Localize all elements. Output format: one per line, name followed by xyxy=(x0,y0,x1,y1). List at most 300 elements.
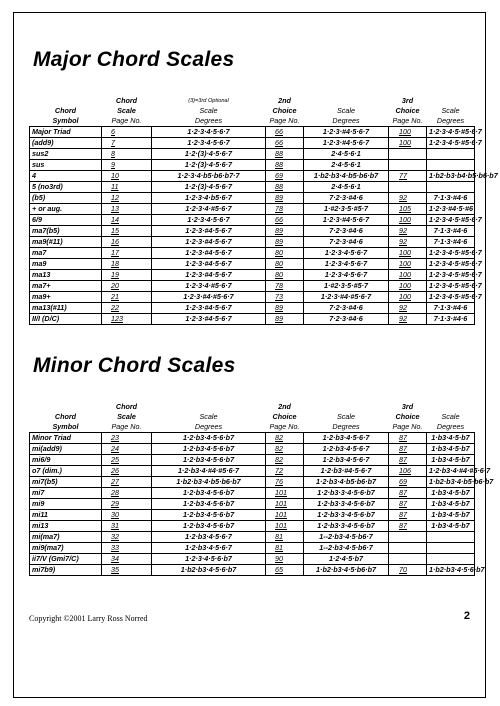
third-choice-page-link[interactable]: 87 xyxy=(399,488,407,497)
header-page1-line2: Scale xyxy=(117,412,136,421)
second-choice-degrees-cell: 7·2·3·#4·6 xyxy=(304,193,389,204)
third-choice-page-link-cell xyxy=(389,477,427,488)
third-choice-page-link-cell xyxy=(389,193,427,204)
second-choice-page-link-cell xyxy=(266,554,304,565)
chord-scale-page-link[interactable]: 19 xyxy=(111,270,119,279)
third-choice-page-link[interactable]: 100 xyxy=(399,138,411,147)
table-row xyxy=(30,510,475,521)
chord-scale-page-link[interactable]: 12 xyxy=(111,193,119,202)
third-choice-degrees-cell xyxy=(427,149,475,160)
third-choice-degrees-cell: 7·1·3·#4·6 xyxy=(427,303,475,314)
chord-scale-page-link-cell xyxy=(102,182,152,193)
third-choice-degrees-cell xyxy=(427,532,475,543)
second-choice-page-link[interactable]: 80 xyxy=(275,248,283,257)
table-row xyxy=(30,303,475,314)
second-choice-page-link[interactable]: 66 xyxy=(275,127,283,136)
second-choice-page-link[interactable]: 82 xyxy=(275,433,283,442)
header-symbol-line2: Symbol xyxy=(30,422,102,433)
chord-symbol-cell: ma7+ xyxy=(30,281,102,292)
table-row xyxy=(30,149,475,160)
scale-degrees-cell: 1·2·3·4·b5·6·7 xyxy=(152,193,266,204)
third-choice-degrees-cell xyxy=(427,543,475,554)
page-number: 2 xyxy=(463,610,470,622)
second-choice-degrees-cell: 1·2·b3·4·b5·b6·b7 xyxy=(304,477,389,488)
header-degrees2-line1: Scale xyxy=(337,106,355,115)
chord-scale-page-link-cell xyxy=(102,127,152,138)
scale-degrees-cell: 1·2·3·4·#5·6·7 xyxy=(152,281,266,292)
table-row xyxy=(30,499,475,510)
second-choice-page-link[interactable]: 89 xyxy=(275,226,283,235)
chord-scale-page-link[interactable]: 24 xyxy=(111,444,119,453)
second-choice-page-link-cell xyxy=(266,204,304,215)
third-choice-page-link[interactable]: 100 xyxy=(399,292,411,301)
second-choice-degrees-cell: 1·b2·b3·4·5·b6·b7 xyxy=(304,565,389,576)
copyright-text: Copyright ©2001 Larry Ross Norred xyxy=(29,614,148,623)
header-page1-line3: Page No. xyxy=(102,422,152,433)
chord-scale-page-link[interactable]: 28 xyxy=(111,488,119,497)
table-row xyxy=(30,204,475,215)
third-choice-page-link-cell xyxy=(389,499,427,510)
major-chord-table xyxy=(29,96,498,325)
chord-scale-page-link-cell xyxy=(102,510,152,521)
third-choice-degrees-cell: 1·b3·4·5·b7 xyxy=(427,455,475,466)
chord-scale-page-link-cell xyxy=(102,444,152,455)
third-choice-degrees-cell: 7·1·3·#4·6 xyxy=(427,193,475,204)
chord-scale-page-link[interactable]: 32 xyxy=(111,532,119,541)
chord-scale-page-link[interactable]: 34 xyxy=(111,554,119,563)
second-choice-degrees-cell: 1·2·3·#4·5·6·7 xyxy=(304,127,389,138)
second-choice-page-link-cell xyxy=(266,182,304,193)
table-row xyxy=(30,466,475,477)
third-choice-degrees-cell xyxy=(427,160,475,171)
second-choice-page-link[interactable]: 82 xyxy=(275,444,283,453)
second-choice-page-link[interactable]: 81 xyxy=(275,532,283,541)
third-choice-degrees-cell xyxy=(427,182,475,193)
second-choice-degrees-cell: 1·b2·b3·4·b5·b6·b7 xyxy=(304,171,389,182)
table-row xyxy=(30,171,475,182)
third-choice-page-link[interactable]: 77 xyxy=(399,171,407,180)
second-choice-degrees-cell: 1·2·b3·3·4·5·6·b7 xyxy=(304,488,389,499)
second-choice-degrees-cell: 1·2·b3·3·4·5·6·b7 xyxy=(304,510,389,521)
third-choice-page-link-cell xyxy=(389,488,427,499)
scale-degrees-cell: 1·2·3·#4·5·6·7 xyxy=(152,303,266,314)
third-choice-page-link[interactable]: 87 xyxy=(399,521,407,530)
header-degrees1-line3: Degrees xyxy=(152,422,266,433)
table-row xyxy=(30,477,475,488)
second-choice-page-link[interactable]: 78 xyxy=(275,204,283,213)
second-choice-page-link-cell xyxy=(266,510,304,521)
third-choice-degrees-cell: 1·2·3·4·5·#5·6·7 xyxy=(427,292,475,303)
third-choice-page-link[interactable]: 87 xyxy=(399,510,407,519)
header-degrees2-blank xyxy=(304,96,389,106)
second-choice-page-link-cell xyxy=(266,127,304,138)
third-choice-degrees-cell: 1·2·b3·4·#4·#5·6·7 xyxy=(427,466,475,477)
second-choice-page-link[interactable]: 101 xyxy=(275,521,287,530)
chord-symbol-cell: mi13 xyxy=(30,521,102,532)
second-choice-page-link[interactable]: 89 xyxy=(275,193,283,202)
chord-symbol-cell: 4 xyxy=(30,171,102,182)
third-choice-page-link[interactable]: 100 xyxy=(399,281,411,290)
header-degrees3-line1: Scale xyxy=(441,412,460,421)
table-row xyxy=(30,314,475,325)
chord-scale-page-link-cell xyxy=(102,433,152,444)
second-choice-degrees-cell: 2·4·5·6·1 xyxy=(304,182,389,193)
header-page3-line1: 3rd xyxy=(401,96,414,105)
chord-scale-page-link[interactable]: 26 xyxy=(111,466,119,475)
header-degrees3-line2: Degrees xyxy=(427,422,475,433)
third-choice-degrees-cell: 7·1·3·#4·6 xyxy=(427,226,475,237)
second-choice-page-link[interactable]: 89 xyxy=(275,314,283,323)
second-choice-page-link[interactable]: 78 xyxy=(275,281,283,290)
third-choice-degrees-cell: 1·2·3·4·5·#5·6·7 xyxy=(427,138,475,149)
header-symbol-line2: Symbol xyxy=(30,116,102,127)
third-choice-degrees-cell: 1·b3·4·5·b7 xyxy=(427,521,475,532)
second-choice-degrees-cell: 1·2·b3·4·5·6·7 xyxy=(304,455,389,466)
table-row xyxy=(30,488,475,499)
chord-scale-page-link[interactable]: 33 xyxy=(111,543,119,552)
scale-degrees-cell: 1·2·b3·4·5·6·b7 xyxy=(152,433,266,444)
scale-degrees-cell: 1·2·3·#4·5·6·7 xyxy=(152,270,266,281)
chord-scale-page-link[interactable]: 9 xyxy=(111,160,115,169)
second-choice-page-link[interactable]: 80 xyxy=(275,270,283,279)
chord-scale-page-link-cell xyxy=(102,455,152,466)
third-choice-page-link[interactable]: 105 xyxy=(399,204,411,213)
chord-symbol-cell: Major Triad xyxy=(30,127,102,138)
second-choice-degrees-cell: 1·2·b3·4·5·6·7 xyxy=(304,433,389,444)
third-choice-page-link-cell xyxy=(389,455,427,466)
second-choice-page-link[interactable]: 81 xyxy=(275,543,283,552)
second-choice-degrees-cell: 1·2·3·4·5·6·7 xyxy=(304,270,389,281)
chord-scale-page-link[interactable]: 123 xyxy=(111,314,123,323)
table-row xyxy=(30,182,475,193)
second-choice-page-link-cell xyxy=(266,171,304,182)
chord-scale-page-link[interactable]: 30 xyxy=(111,510,119,519)
header-degrees1-line3: Degrees xyxy=(152,116,266,127)
chord-symbol-cell: + or aug. xyxy=(30,204,102,215)
chord-scale-page-link[interactable]: 17 xyxy=(111,248,119,257)
second-choice-page-link[interactable]: 76 xyxy=(275,477,283,486)
chord-scale-page-link[interactable]: 35 xyxy=(111,565,119,574)
chord-scale-page-link[interactable]: 14 xyxy=(111,215,119,224)
header-degrees1-line2: Scale xyxy=(199,412,218,421)
second-choice-degrees-cell: 1·#2·3·5·#5·7 xyxy=(304,204,389,215)
second-choice-degrees-cell: 1·2·b3·3·4·5·6·b7 xyxy=(304,521,389,532)
second-choice-page-link[interactable]: 88 xyxy=(275,182,283,191)
scale-degrees-cell: 1·2·b3·4·5·6·b7 xyxy=(152,521,266,532)
third-choice-page-link[interactable]: 69 xyxy=(399,477,407,486)
third-choice-degrees-cell: 1·b3·4·5·b7 xyxy=(427,488,475,499)
second-choice-page-link[interactable]: 82 xyxy=(275,455,283,464)
third-choice-page-link-cell xyxy=(389,259,427,270)
chord-symbol-cell: 5 (no3rd) xyxy=(30,182,102,193)
chord-scale-page-link-cell xyxy=(102,303,152,314)
second-choice-degrees-cell: 1·#2·3·5·#5·7 xyxy=(304,281,389,292)
chord-scale-page-link[interactable]: 25 xyxy=(111,455,119,464)
chord-symbol-cell: mi7 xyxy=(30,488,102,499)
table-row xyxy=(30,193,475,204)
chord-symbol-cell: ma9+ xyxy=(30,292,102,303)
third-choice-degrees-cell: 1·2·3·4·5·#5·6·7 xyxy=(427,281,475,292)
chord-scale-page-link-cell xyxy=(102,149,152,160)
second-choice-page-link[interactable]: 65 xyxy=(275,565,283,574)
header-symbol-line1: Chord xyxy=(54,412,77,421)
chord-symbol-cell: 6/9 xyxy=(30,215,102,226)
minor-chord-table xyxy=(29,402,494,576)
third-choice-page-link[interactable]: 100 xyxy=(399,215,411,224)
table-row xyxy=(30,270,475,281)
chord-symbol-cell: II/I (D/C) xyxy=(30,314,102,325)
second-choice-page-link[interactable]: 69 xyxy=(275,171,283,180)
header-page2-line2: Choice xyxy=(272,106,297,115)
second-choice-page-link[interactable]: 72 xyxy=(275,466,283,475)
table-row xyxy=(30,565,475,576)
scale-degrees-cell: 1·2·3·#4·5·6·7 xyxy=(152,248,266,259)
scale-degrees-cell: 1·2·b3·4·5·6·7 xyxy=(152,543,266,554)
third-choice-page-link[interactable]: 87 xyxy=(399,499,407,508)
second-choice-page-link-cell xyxy=(266,303,304,314)
chord-scale-page-link[interactable]: 8 xyxy=(111,149,115,158)
second-choice-page-link-cell xyxy=(266,543,304,554)
header-page1-line1: Chord xyxy=(115,96,138,105)
third-choice-page-link-cell xyxy=(389,303,427,314)
second-choice-degrees-cell: 1·2·3·#4·5·6·7 xyxy=(304,215,389,226)
second-choice-page-link[interactable]: 73 xyxy=(275,292,283,301)
third-choice-degrees-cell: 1·2·3·4·5·#5·6·7 xyxy=(427,270,475,281)
chord-symbol-cell: mi9(ma7) xyxy=(30,543,102,554)
third-choice-page-link-cell xyxy=(389,433,427,444)
table-row xyxy=(30,292,475,303)
scale-degrees-cell: 1·2·b3·4·5·6·b7 xyxy=(152,488,266,499)
chord-scale-page-link[interactable]: 10 xyxy=(111,171,119,180)
chord-scale-page-link-cell xyxy=(102,259,152,270)
chord-symbol-cell: sus xyxy=(30,160,102,171)
chord-scale-page-link[interactable]: 22 xyxy=(111,303,119,312)
chord-scale-page-link-cell xyxy=(102,477,152,488)
second-choice-page-link-cell xyxy=(266,532,304,543)
chord-scale-page-link[interactable]: 7 xyxy=(111,138,115,147)
second-choice-page-link-cell xyxy=(266,193,304,204)
chord-scale-page-link[interactable]: 29 xyxy=(111,499,119,508)
chord-symbol-cell: mi9 xyxy=(30,499,102,510)
second-choice-degrees-cell: 1--2·b3·4·5·b6·7 xyxy=(304,532,389,543)
second-choice-degrees-cell: 2·4·5·6·1 xyxy=(304,149,389,160)
chord-scale-page-link[interactable]: 15 xyxy=(111,226,119,235)
third-choice-degrees-cell: 7·1·3·#4·6 xyxy=(427,314,475,325)
header-page2-line3: Page No. xyxy=(266,422,304,433)
second-choice-page-link[interactable]: 80 xyxy=(275,259,283,268)
chord-symbol-cell: ii7/V (Gmi7/C) xyxy=(30,554,102,565)
header-degrees2-blank xyxy=(304,402,389,412)
header-degrees3-line2: Degrees xyxy=(427,116,475,127)
second-choice-page-link[interactable]: 101 xyxy=(275,510,287,519)
second-choice-degrees-cell: 7·2·3·#4·6 xyxy=(304,226,389,237)
third-choice-degrees-cell: 1·b3·4·5·b7 xyxy=(427,433,475,444)
chord-symbol-cell: mi6/9 xyxy=(30,455,102,466)
chord-scale-page-link-cell xyxy=(102,248,152,259)
second-choice-page-link-cell xyxy=(266,160,304,171)
table-row xyxy=(30,281,475,292)
scale-degrees-cell: 1·2·3·#4·5·6·7 xyxy=(152,226,266,237)
header-page1-line2: Scale xyxy=(117,106,136,115)
second-choice-degrees-cell: 1·2·4·5·b7 xyxy=(304,554,389,565)
table-row xyxy=(30,248,475,259)
second-choice-page-link[interactable]: 89 xyxy=(275,303,283,312)
second-choice-degrees-cell: 1·2·3·4·5·6·7 xyxy=(304,259,389,270)
major-section-title: Major Chord Scales xyxy=(33,48,235,71)
chord-scale-page-link-cell xyxy=(102,292,152,303)
second-choice-page-link-cell xyxy=(266,138,304,149)
second-choice-page-link-cell xyxy=(266,565,304,576)
third-choice-page-link-cell xyxy=(389,149,427,160)
third-choice-page-link[interactable]: 87 xyxy=(399,444,407,453)
third-choice-page-link-cell xyxy=(389,554,427,565)
table-row xyxy=(30,226,475,237)
scale-degrees-cell: 1·2·3·4·#5·6·7 xyxy=(152,204,266,215)
second-choice-page-link[interactable]: 101 xyxy=(275,488,287,497)
chord-scale-page-link-cell xyxy=(102,565,152,576)
third-choice-page-link-cell xyxy=(389,565,427,576)
chord-scale-page-link-cell xyxy=(102,171,152,182)
chord-scale-page-link[interactable]: 21 xyxy=(111,292,119,301)
third-choice-page-link[interactable]: 70 xyxy=(399,565,407,574)
third-choice-page-link[interactable]: 87 xyxy=(399,433,407,442)
minor-table-body xyxy=(30,433,494,576)
major-table-body xyxy=(30,127,498,325)
header-page2-line1: 2nd xyxy=(278,96,291,105)
second-choice-page-link[interactable]: 88 xyxy=(275,149,283,158)
scale-degrees-cell: 1·2·3·4·5·6·7 xyxy=(152,138,266,149)
third-choice-degrees-cell: 1·2·3·4·5·#5·6·7 xyxy=(427,248,475,259)
third-choice-page-link[interactable]: 92 xyxy=(399,314,407,323)
second-choice-page-link-cell xyxy=(266,281,304,292)
second-choice-degrees-cell: 1·2·b3·4·5·6·7 xyxy=(304,444,389,455)
chord-scale-page-link[interactable]: 13 xyxy=(111,204,119,213)
table-row xyxy=(30,543,475,554)
second-choice-page-link-cell xyxy=(266,466,304,477)
third-choice-page-link-cell xyxy=(389,160,427,171)
header-symbol-line1: Chord xyxy=(54,106,77,115)
chord-symbol-cell: Minor Triad xyxy=(30,433,102,444)
third-choice-page-link-cell xyxy=(389,270,427,281)
chord-scale-page-link[interactable]: 27 xyxy=(111,477,119,486)
chord-symbol-cell: ma7 xyxy=(30,248,102,259)
second-choice-page-link-cell xyxy=(266,149,304,160)
second-choice-degrees-cell: 1--2·b3·4·5·b6·7 xyxy=(304,543,389,554)
second-choice-page-link[interactable]: 89 xyxy=(275,237,283,246)
table-row xyxy=(30,521,475,532)
third-choice-page-link[interactable]: 92 xyxy=(399,303,407,312)
third-choice-degrees-cell xyxy=(427,554,475,565)
header-degrees2-line2: Degrees xyxy=(304,422,389,433)
third-choice-page-link[interactable]: 92 xyxy=(399,226,407,235)
second-choice-page-link-cell xyxy=(266,444,304,455)
header-degrees1-note xyxy=(152,402,266,412)
third-choice-page-link[interactable]: 87 xyxy=(399,455,407,464)
chord-symbol-cell: mi7(b5) xyxy=(30,477,102,488)
second-choice-page-link-cell xyxy=(266,270,304,281)
third-choice-page-link-cell xyxy=(389,532,427,543)
chord-scale-page-link[interactable]: 20 xyxy=(111,281,119,290)
chord-symbol-cell: o7 (dim.) xyxy=(30,466,102,477)
second-choice-page-link-cell xyxy=(266,215,304,226)
third-choice-page-link[interactable]: 92 xyxy=(399,237,407,246)
chord-scale-page-link[interactable]: 16 xyxy=(111,237,119,246)
chord-scale-page-link[interactable]: 18 xyxy=(111,259,119,268)
scale-degrees-cell: 1·2·3·4·b5·b6·b7·7 xyxy=(152,171,266,182)
third-choice-page-link[interactable]: 106 xyxy=(399,466,411,475)
header-page1-line1: Chord xyxy=(115,402,138,411)
chord-scale-page-link[interactable]: 31 xyxy=(111,521,119,530)
second-choice-page-link[interactable]: 66 xyxy=(275,215,283,224)
header-degrees3-line1: Scale xyxy=(441,106,460,115)
chord-scale-page-link[interactable]: 23 xyxy=(111,433,119,442)
header-page3-line3: Page No. xyxy=(389,422,427,433)
chord-scale-page-link-cell xyxy=(102,554,152,565)
second-choice-page-link-cell xyxy=(266,237,304,248)
second-choice-degrees-cell: 7·2·3·#4·6 xyxy=(304,303,389,314)
third-choice-page-link-cell xyxy=(389,292,427,303)
header-degrees1-line2: Scale xyxy=(199,106,218,115)
second-choice-page-link-cell xyxy=(266,314,304,325)
scale-degrees-cell: 1·2·(3)·4·5·6·7 xyxy=(152,149,266,160)
scale-degrees-cell: 1·2·3·4·5·6·7 xyxy=(152,127,266,138)
chord-scale-page-link-cell xyxy=(102,215,152,226)
second-choice-page-link[interactable]: 66 xyxy=(275,138,283,147)
header-page1-line3: Page No. xyxy=(102,116,152,127)
chord-scale-page-link-cell xyxy=(102,138,152,149)
second-choice-page-link[interactable]: 88 xyxy=(275,160,283,169)
header-degrees3-blank xyxy=(427,402,475,412)
chord-scale-page-link[interactable]: 11 xyxy=(111,182,119,191)
second-choice-page-link[interactable]: 90 xyxy=(275,554,283,563)
scale-degrees-cell: 1·2·3·#4·5·6·7 xyxy=(152,237,266,248)
third-choice-page-link-cell xyxy=(389,281,427,292)
header-degrees2-line1: Scale xyxy=(337,412,355,421)
third-choice-degrees-cell: 1·b3·4·5·b7 xyxy=(427,444,475,455)
third-choice-page-link[interactable]: 100 xyxy=(399,127,411,136)
third-choice-page-link-cell xyxy=(389,510,427,521)
third-choice-degrees-cell: 1·b3·4·5·b7 xyxy=(427,499,475,510)
third-choice-page-link[interactable]: 100 xyxy=(399,248,411,257)
third-choice-degrees-cell: 1·b3·4·5·b7 xyxy=(427,510,475,521)
scale-degrees-cell: 1·2·b3·4·5·6·b7 xyxy=(152,510,266,521)
chord-scale-page-link-cell xyxy=(102,226,152,237)
scale-degrees-cell: 1·2·b3·4·5·6·b7 xyxy=(152,444,266,455)
chord-symbol-cell: mi11 xyxy=(30,510,102,521)
header-degrees2-line2: Degrees xyxy=(304,116,389,127)
third-choice-page-link[interactable]: 100 xyxy=(399,270,411,279)
third-choice-page-link-cell xyxy=(389,466,427,477)
header-page2-line2: Choice xyxy=(272,412,297,421)
second-choice-page-link-cell xyxy=(266,292,304,303)
table-row xyxy=(30,433,475,444)
third-choice-page-link[interactable]: 100 xyxy=(399,259,411,268)
third-choice-page-link-cell xyxy=(389,182,427,193)
chord-scale-page-link[interactable]: 6 xyxy=(111,127,115,136)
scale-degrees-cell: 1·b2·b3·4·5·6·b7 xyxy=(152,565,266,576)
third-choice-page-link-cell xyxy=(389,521,427,532)
third-choice-page-link-cell xyxy=(389,248,427,259)
header-symbol-blank xyxy=(30,402,102,412)
table-row xyxy=(30,532,475,543)
third-choice-page-link[interactable]: 92 xyxy=(399,193,407,202)
second-choice-page-link[interactable]: 101 xyxy=(275,499,287,508)
chord-symbol-cell: mi(add9) xyxy=(30,444,102,455)
third-choice-page-link-cell xyxy=(389,171,427,182)
third-choice-page-link-cell xyxy=(389,314,427,325)
header-page3-line3: Page No. xyxy=(389,116,427,127)
scale-degrees-cell: 1·b2·b3·4·b5·b6·b7 xyxy=(152,477,266,488)
